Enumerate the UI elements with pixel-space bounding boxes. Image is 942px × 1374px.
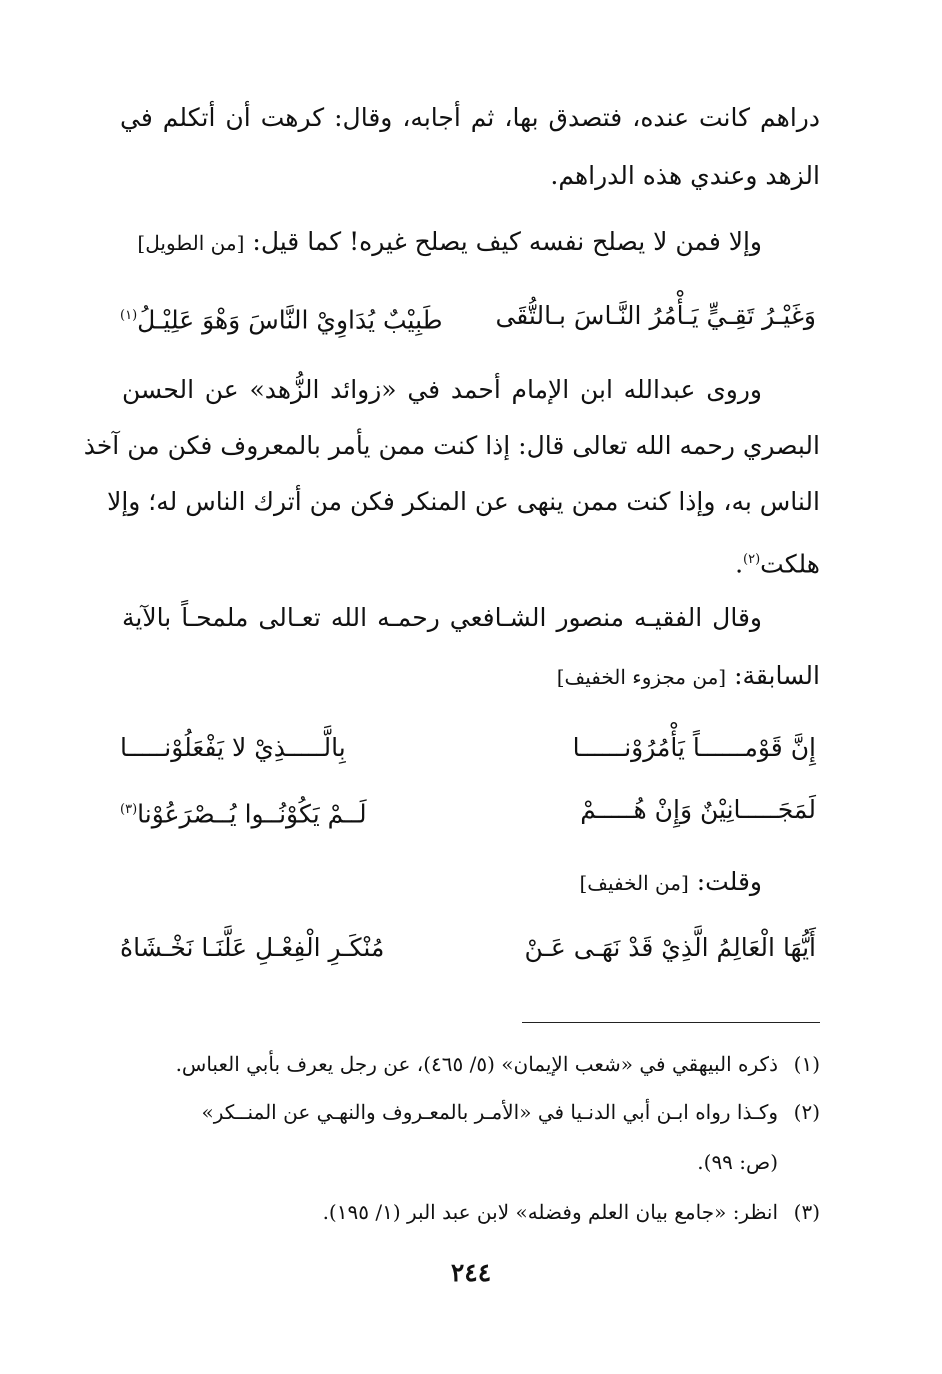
- footnote-separator: [522, 1022, 820, 1023]
- body-line: [120, 540, 820, 584]
- footnote-text: انظر: «جامع بيان العلم وفضله» لابن عبد البر (١/ ١٩٥).: [322, 1200, 778, 1224]
- verse-text: لَــمْ يَكُوْنُــوا يُــصْرَعُوْنا: [137, 799, 367, 829]
- footnote-ref: (٢): [743, 552, 761, 567]
- body-line: دراهم كانت عنده، فتصدق بها، ثم أجابه، وقال: كرهت أن أتكلم في: [120, 103, 820, 132]
- body-line: [120, 656, 820, 697]
- verse-second-hemistich: [120, 790, 450, 834]
- body-line: وروى عبدالله ابن الإمام أحمد في «زوائد الزُّهد» عن الحسن: [122, 375, 762, 404]
- footnote-number: (١): [793, 1052, 820, 1076]
- footnote-continuation: (ص: ٩٩).: [697, 1150, 778, 1174]
- body-text: هلكت: [760, 549, 820, 579]
- page-number: ٢٤٤: [450, 1258, 492, 1287]
- footnote-ref: (١): [120, 308, 138, 323]
- footnote: [120, 1048, 820, 1080]
- footnote: [120, 1196, 820, 1228]
- footnote-number: (٢): [793, 1100, 820, 1124]
- body-line: [122, 222, 762, 263]
- verse-text: طَبِيْبٌ يُدَاوِيْ النَّاسَ وَهْوَ عَلِيْـلُ: [137, 305, 443, 335]
- meter-label: [من الخفيف]: [579, 871, 689, 895]
- verse-second-hemistich: بِالَّـــــذِيْ لا يَفْعَلُوْنـــــا: [120, 733, 346, 762]
- body-line: [122, 862, 762, 903]
- footnote-number: (٣): [793, 1200, 820, 1224]
- body-line: الزهد وعندي هذه الدراهم.: [550, 161, 820, 190]
- footnote-ref: (٣): [120, 802, 138, 817]
- verse-first-hemistich: وَغَيْـرُ تَقِـيٍّ يَـأْمُرُ النَّـاسَ بـالتُّقَى: [495, 301, 816, 330]
- body-text: وإلا فمن لا يصلح نفسه كيف يصلح غيره! كما قيل:: [252, 227, 762, 256]
- verse-second-hemistich: [120, 296, 450, 340]
- body-text: وقلت:: [696, 867, 762, 896]
- body-line: البصري رحمه الله تعالى قال: إذا كنت ممن يأمر بالمعروف فكن من آخذ: [83, 431, 820, 460]
- footnote-text: وكـذا رواه ابـن أبي الدنـيا في «الأمـر بالمعـروف والنهـي عن المنــكر»: [201, 1100, 778, 1124]
- verse-first-hemistich: أَيُّهَا الْعَالِمُ الَّذِيْ قَدْ نَهَـى عَـنْ: [524, 933, 816, 962]
- meter-label: [من الطويل]: [137, 231, 245, 255]
- verse-first-hemistich: إِنَّ قَوْمــــــاً يَأْمُرُوْنــــــا: [572, 733, 816, 762]
- footnote: [120, 1096, 820, 1128]
- verse-second-hemistich: مُنْكَـرِ الْفِعْـلِ عَلَّنَـا نَخْـشَاهُ: [120, 933, 385, 962]
- verse-first-hemistich: لَمَجَـــــانِيْنٌ وَإِنْ هُـــــمْ: [580, 795, 816, 824]
- body-line: وقال الفقيـه منصور الشـافعي رحمـه الله تعـالى ملمحـاً بالآية: [122, 603, 762, 632]
- body-line: الناس به، وإذا كنت ممن ينهى عن المنكر فكن من أترك الناس له؛ وإلا: [107, 487, 820, 516]
- body-text: السابقة:: [734, 661, 820, 690]
- meter-label: [من مجزوء الخفيف]: [556, 665, 727, 689]
- footnote-text: ذكره البيهقي في «شعب الإيمان» (٥/ ٤٦٥)، عن رجل يعرف بأبي العباس.: [175, 1052, 778, 1076]
- body-text: .: [735, 549, 744, 579]
